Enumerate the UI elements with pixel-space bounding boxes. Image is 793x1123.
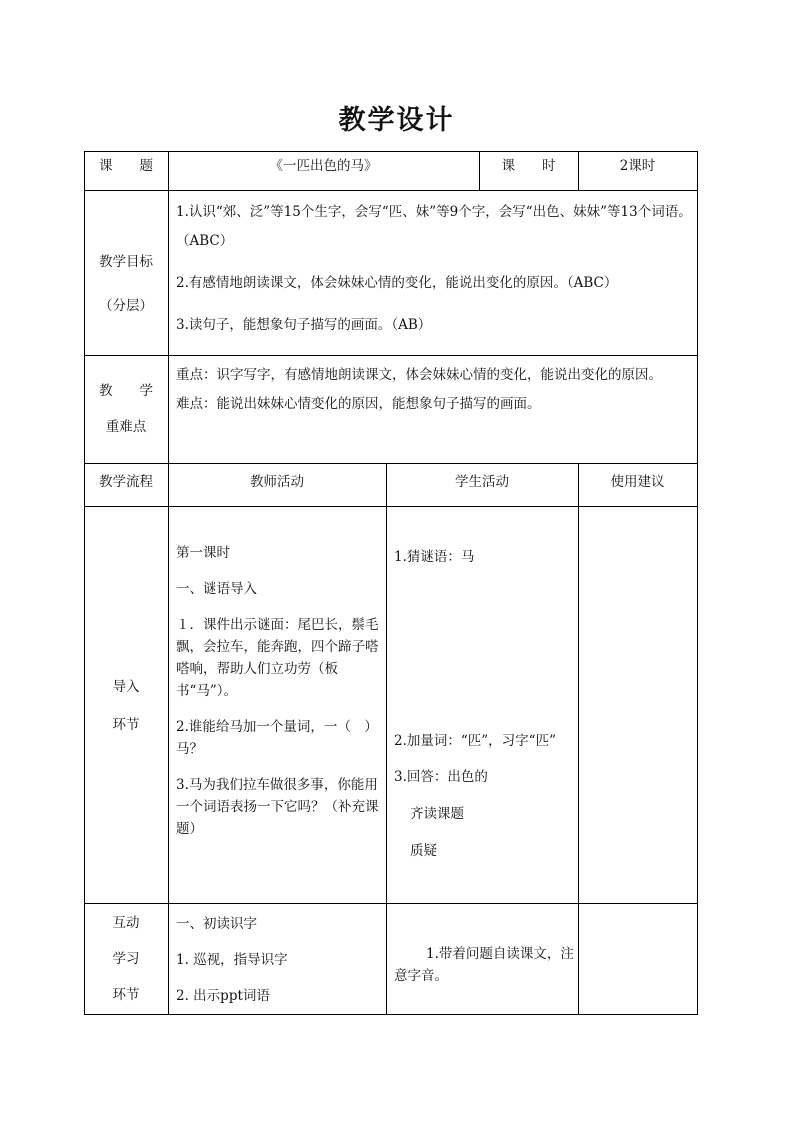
student-step: 质疑 [410, 843, 437, 859]
row-divider [84, 355, 698, 356]
flow-header-col: 教学流程 [99, 474, 153, 490]
teacher-step: 2.谁能给马加一个量词，一（ ）马？ [176, 719, 378, 757]
intro-label-line: 环节 [112, 717, 140, 733]
student-step: 2.加量词：“匹”，习字“匹” [394, 733, 556, 749]
student-step: 齐读课题 [410, 806, 464, 822]
goals-label-line: 教学目标 [99, 254, 153, 270]
column-divider [386, 463, 387, 1015]
flow-header-col: 学生活动 [455, 474, 509, 490]
interactive-teacher-activity [176, 906, 380, 1014]
teacher-step: 2. 出示ppt词语 [176, 988, 270, 1004]
teacher-step: 1. 巡视，指导识字 [176, 952, 288, 968]
goals-content [176, 198, 692, 340]
flow-header-col: 教师活动 [250, 474, 304, 490]
key-points-label [84, 373, 168, 445]
section-heading: 一、初读识字 [176, 916, 257, 932]
teacher-step: 3.马为我们拉车做很多事，你能用一个词语表扬一下它吗？（补充课题） [176, 777, 379, 837]
flow-header-col: 使用建议 [610, 474, 665, 490]
course-title: 《一匹出色的马》 [269, 158, 378, 174]
interactive-student-activity [394, 943, 576, 987]
period-value: 2课时 [619, 158, 656, 174]
row-divider [84, 463, 698, 464]
row-divider [84, 903, 698, 904]
row-divider [84, 190, 698, 191]
table-border-bottom [84, 1014, 698, 1015]
intro-teacher-activity [176, 542, 380, 840]
interactive-label-line: 环节 [112, 987, 140, 1003]
lesson-heading: 第一课时 [176, 545, 230, 561]
table-border-right [697, 151, 698, 1015]
difficulty-text: 难点：能说出妹妹心情变化的原因，能想象句子描写的画面。 [176, 396, 541, 412]
goal-item: 1.认识“郊、泛”等15个生字，会写“匹、妹”等9个字，会写“出色、妹妹”等13个词语。（ABC） [176, 204, 692, 249]
intro-student-activity [394, 546, 574, 862]
interactive-label-line: 学习 [112, 951, 140, 967]
student-step: 1.带着问题自读课文，注意字音。 [394, 946, 574, 984]
teacher-step: １．课件出示谜面：尾巴长，鬃毛飘，会拉车，能奔跑，四个蹄子嗒嗒响，帮助人们立功劳（板书“马”）。 [176, 617, 379, 699]
focus-text: 重点：识字写字，有感情地朗读课文，体会妹妹心情的变化，能说出变化的原因。 [176, 367, 662, 383]
student-step: 3.回答：出色的 [394, 769, 488, 785]
key-points-label-line: 重难点 [105, 419, 147, 435]
intro-label-line: 导入 [112, 679, 140, 695]
key-points-label-line: 教 学 [99, 383, 153, 399]
course-label: 课 题 [99, 158, 153, 174]
period-label: 课 时 [501, 158, 556, 174]
row-divider [84, 506, 698, 507]
table-border-top [84, 151, 698, 152]
interactive-label [84, 905, 168, 1013]
intro-label [84, 668, 168, 744]
goals-label-line: （分层） [99, 298, 153, 314]
goals-label [84, 240, 168, 328]
column-divider [168, 151, 169, 1015]
section-heading: 一、谜语导入 [176, 581, 257, 597]
student-step: 1.猜谜语：马 [394, 549, 475, 565]
key-points-content [176, 361, 692, 419]
column-divider [578, 463, 579, 1015]
interactive-label-line: 互动 [112, 915, 140, 931]
document-title: 教学设计 [338, 105, 455, 136]
goal-item: 2.有感情地朗读课文，体会妹妹心情的变化，能说出变化的原因。（ABC） [176, 275, 618, 291]
goal-item: 3.读句子，能想象句子描写的画面。（AB） [176, 317, 432, 333]
